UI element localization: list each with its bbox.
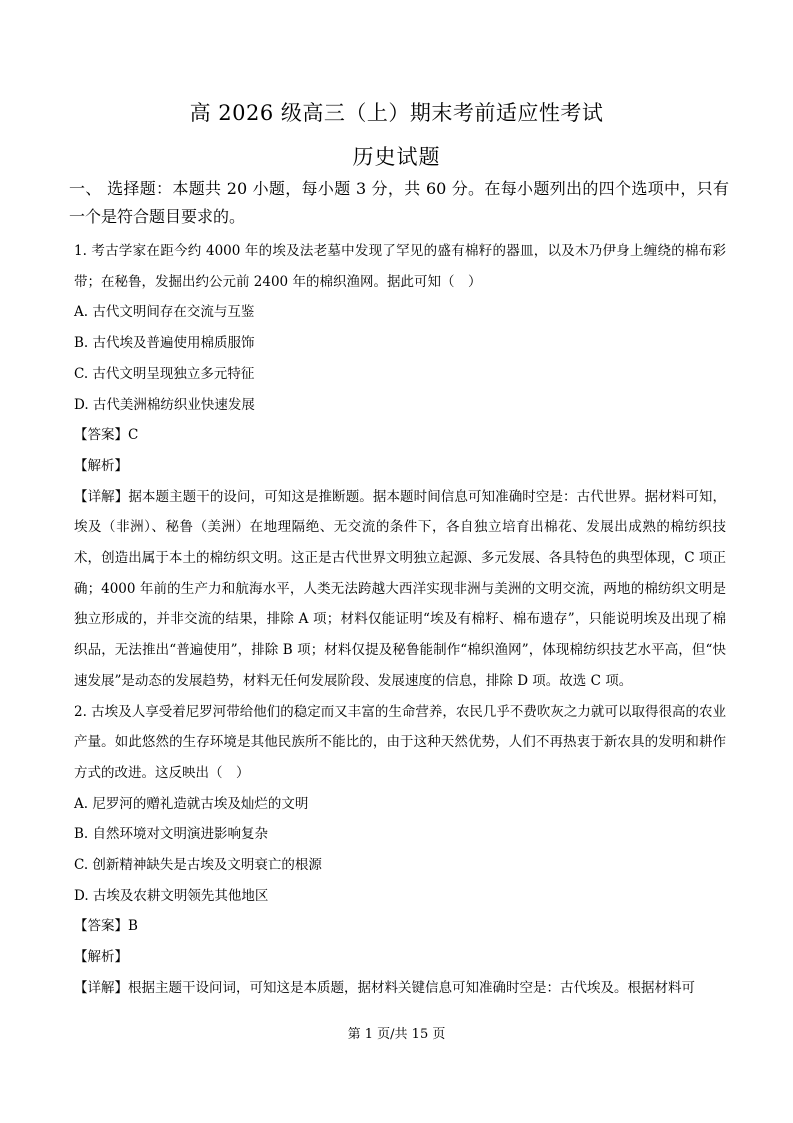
question-2-option-a: A. 尼罗河的赠礼造就古埃及灿烂的文明 [74, 795, 309, 812]
question-1-stem: 1. 考古学家在距今约 4000 年的埃及法老墓中发现了罕见的盛有棉籽的器皿，以及木乃伊身上缠绕的棉布彩带；在秘鲁，发掘出约公元前 2400 年的棉织渔网。据此可知（ ） [74, 243, 726, 290]
exam-title: 高 2026 级高三（上）期末考前适应性考试 [189, 101, 604, 125]
question-2-option-b: B. 自然环境对文明演进影响复杂 [74, 826, 269, 843]
section-instructions: 一、 选择题：本题共 20 小题，每小题 3 分，共 60 分。在每小题列出的四个选项中，只有一个是符合题目要求的。 [69, 179, 729, 226]
question-1-option-b: B. 古代埃及普遍使用棉质服饰 [74, 335, 255, 352]
exam-subject: 历史试题 [352, 145, 441, 169]
page-number: 第 1 页/共 15 页 [347, 1027, 446, 1042]
question-2-option-d: D. 古埃及农耕文明领先其他地区 [74, 887, 269, 904]
question-1-option-c: C. 古代文明呈现独立多元特征 [74, 365, 255, 382]
question-1-option-d: D. 古代美洲棉纺织业快速发展 [74, 396, 255, 413]
question-1-option-a: A. 古代文明间存在交流与互鉴 [74, 304, 255, 321]
question-1-analysis-label: 【解析】 [74, 457, 128, 474]
question-2-option-c: C. 创新精神缺失是古埃及文明衰亡的根源 [74, 857, 322, 874]
question-2-detail: 【详解】根据主题干设问词，可知这是本质题，据材料关键信息可知准确时空是：古代埃及。根据材料可 [74, 979, 695, 996]
question-1-detail: 【详解】据本题主题干的设问，可知这是推断题。据本题时间信息可知准确时空是：古代世界。据材料可知，埃及（非洲）、秘鲁（美洲）在地理隔绝、无交流的条件下，各自独立培育出棉花、发展出成熟的棉纺织技术，创造出属于本土的棉纺织文明。这正是古代世界文明独立起源、多元发展、各具特色的典型体现，C 项正确；4000 年前的生产力和航海水平，人类无法跨越大西洋实现非洲与美洲的文明交流，两地的棉纺织文明是独立形成的，并非交流的结果，排除 A 项；材料仅能证明“埃及有棉籽、棉布遗存”，只能说明埃及出现了棉织品，无法推出“普遍使用”，排除 B 项；材料仅提及秘鲁能制作“棉织渔网”，体现棉纺织技艺水平高，但“快速发展”是动态的发展趋势，材料无任何发展阶段、发展速度的信息，排除 D 项。故选 C 项。 [74, 488, 726, 689]
question-1-answer: 【答案】C [74, 427, 139, 444]
questions-area [74, 236, 726, 1004]
question-2-analysis-label: 【解析】 [74, 949, 128, 966]
question-2-answer: 【答案】B [74, 918, 138, 935]
question-2-stem: 2. 古埃及人享受着尼罗河带给他们的稳定而又丰富的生命营养，农民几乎不费吹灰之力就可以取得很高的农业产量。如此悠然的生存环境是其他民族所不能比的，由于这种天然优势，人们不再热衷于新农具的发明和耕作方式的改进。这反映出（ ） [74, 703, 726, 781]
